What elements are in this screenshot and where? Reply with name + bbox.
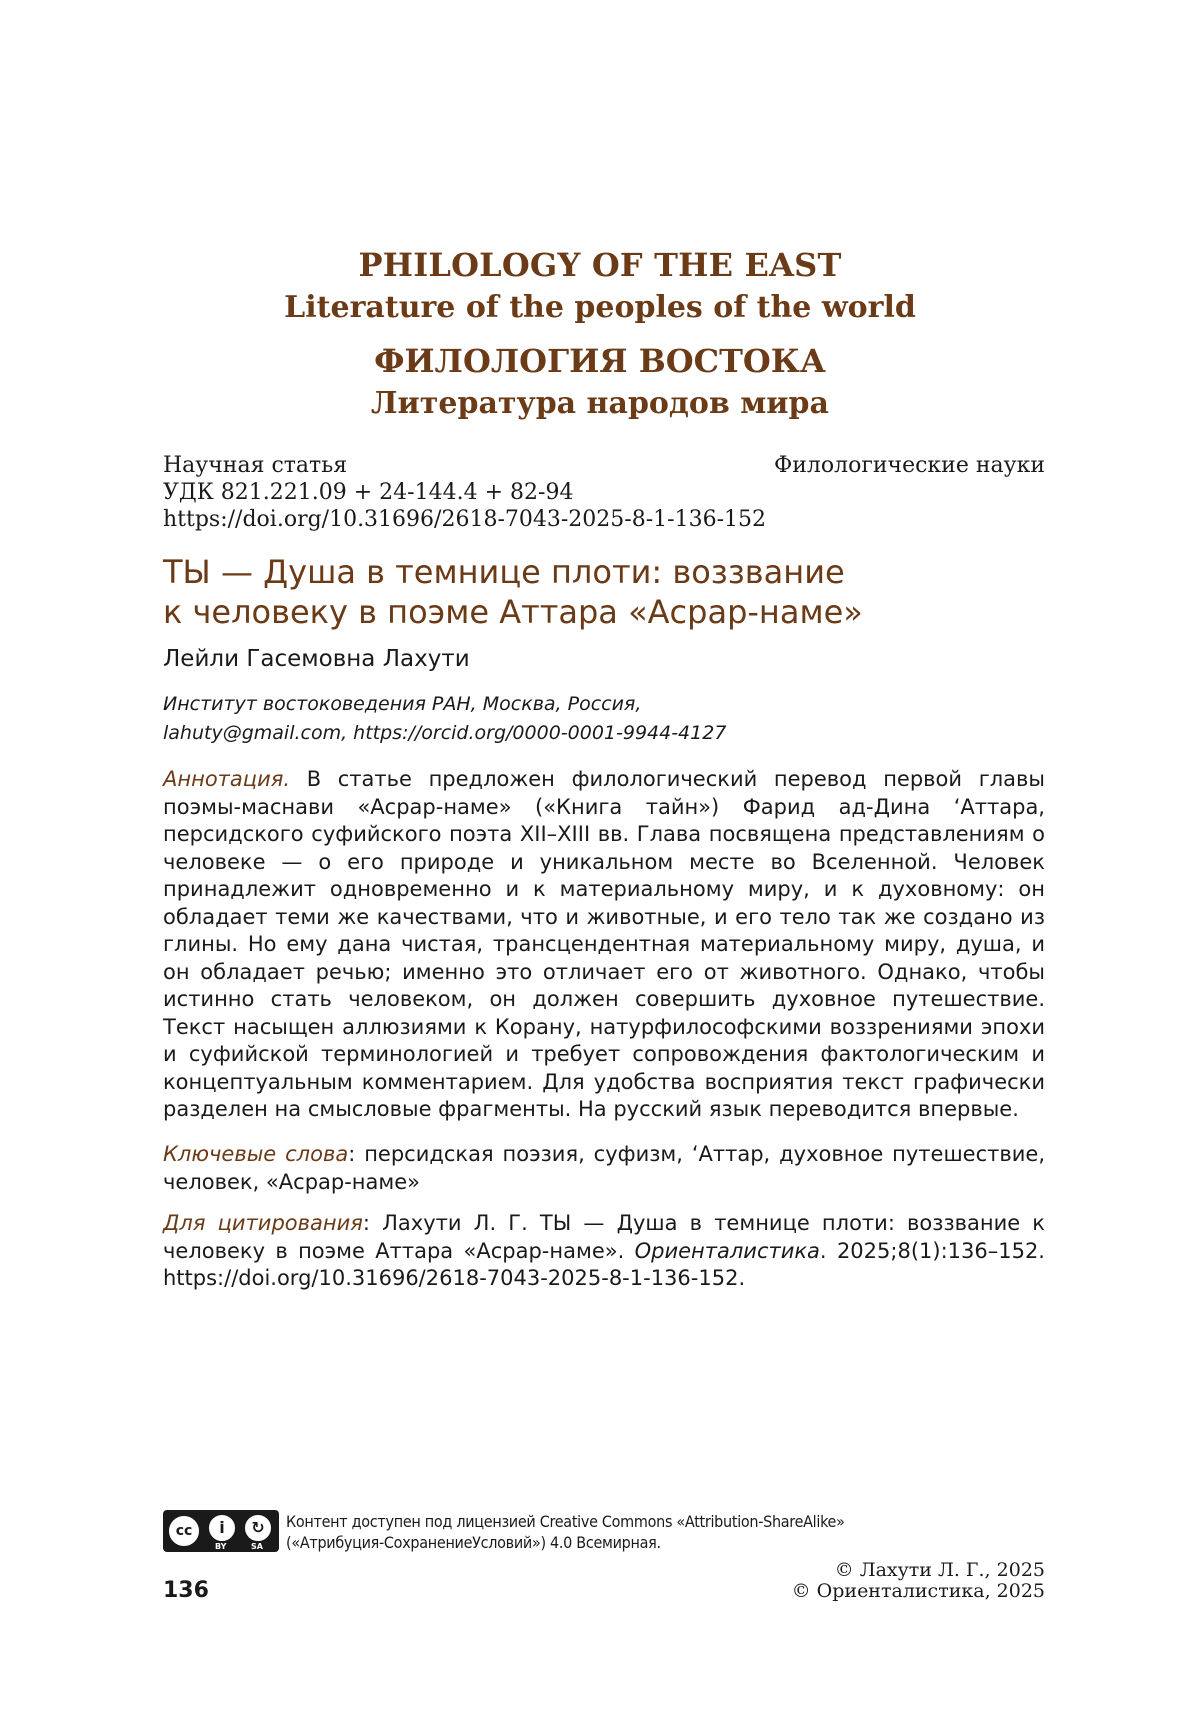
abstract-text: В статье предложен филологический перевод первой главы поэмы-маснави «Асрар-наме» («Книга тайн») Фарид ад-Дина ʻАттара, персидского суфийского поэта XII–XIII вв. Глава посвящена представлениям о человеке — о его природе и уникальном месте во Вселенной. Человек принадлежит одновременно и к материальному миру, и к духовному: он обладает теми же качествами, что и животные, и его тело так же создано из глины. Но ему дана чистая, трансцендентная материальному миру, душа, и он обладает речью; именно это отличает его от животного. Однако, чтобы истинно стать человеком, он должен совершить духовное путешествие. Текст насыщен аллюзиями к Корану, натурфилософскими воззрениями эпохи и суфийской терминологией и требует сопровождения фактологическим и концептуальным комментарием. Для удобства восприятия текст графически разделен на смысловые фрагменты. На русский язык переводится впервые.	[163, 767, 1045, 1121]
article-title	[163, 552, 1063, 632]
cc-by-sa-badge[interactable]	[163, 1510, 279, 1552]
keywords	[163, 1141, 1045, 1196]
abstract-label: Аннотация.	[163, 767, 291, 791]
keywords-text: : персидская поэзия, суфизм, ʻАттар, духовное путешествие, человек, «Асрар-наме»	[163, 1142, 1045, 1194]
citation-text-before: : Лахути Л. Г. ТЫ — Душа в темнице плоти: воззвание к человеку в поэме Аттара «Асрар-наме».	[163, 1211, 1045, 1263]
badge-sa-label: SA	[251, 1542, 263, 1551]
keywords-label: Ключевые слова	[163, 1142, 349, 1166]
license-block	[163, 1510, 1045, 1554]
copyright	[792, 1560, 1045, 1602]
affiliation-institute: Институт востоковедения РАН, Москва, Россия,	[163, 693, 642, 715]
section-title-en: PHILOLOGY OF THE EAST	[358, 246, 842, 284]
author-affiliation	[163, 690, 726, 748]
license-line2: («Атрибуция-СохранениеУсловий») 4.0 Всемирная.	[286, 1533, 661, 1552]
article-title-line1: ТЫ — Душа в темнице плоти: воззвание	[163, 553, 845, 591]
citation-journal: Ориенталистика	[634, 1238, 820, 1263]
share-alike-icon: ↻	[243, 1513, 273, 1543]
citation-label: Для цитирования	[163, 1211, 363, 1235]
author-contact[interactable]: lahuty@gmail.com, https://orcid.org/0000-0001-9944-4127	[163, 722, 727, 744]
section-subtitle-ru: Литература народов мира	[371, 386, 829, 421]
citation	[163, 1210, 1045, 1293]
abstract	[163, 766, 1045, 1124]
section-subtitle-en: Literature of the peoples of the world	[284, 290, 916, 325]
section-title-ru: ФИЛОЛОГИЯ ВОСТОКА	[374, 342, 826, 380]
meta-type-row	[163, 452, 1045, 479]
science-field: Филологические науки	[773, 453, 1045, 478]
doi-link[interactable]: https://doi.org/10.31696/2618-7043-2025-8-1-136-152	[163, 507, 767, 532]
attribution-icon: i	[207, 1513, 237, 1543]
citation-text-after: . 2025;8(1):136–152. https://doi.org/10.31696/2618-7043-2025-8-1-136-152.	[163, 1238, 1045, 1290]
license-text	[286, 1511, 845, 1553]
article-meta	[163, 452, 1045, 533]
author-name: Лейли Гасемовна Лахути	[163, 646, 470, 672]
badge-by-label: BY	[215, 1542, 227, 1551]
udk-code: УДК 821.221.09 + 24-144.4 + 82-94	[163, 480, 574, 505]
license-line1: Контент доступен под лицензией Creative Commons «Attribution-ShareAlike»	[286, 1512, 845, 1531]
article-title-line2: к человеку в поэме Аттара «Асрар-наме»	[163, 593, 863, 631]
copyright-author: © Лахути Л. Г., 2025	[834, 1559, 1045, 1581]
copyright-journal: © Ориенталистика, 2025	[791, 1580, 1045, 1602]
cc-icon: cc	[167, 1514, 201, 1548]
page-number: 136	[163, 1578, 209, 1603]
article-type: Научная статья	[163, 453, 348, 478]
